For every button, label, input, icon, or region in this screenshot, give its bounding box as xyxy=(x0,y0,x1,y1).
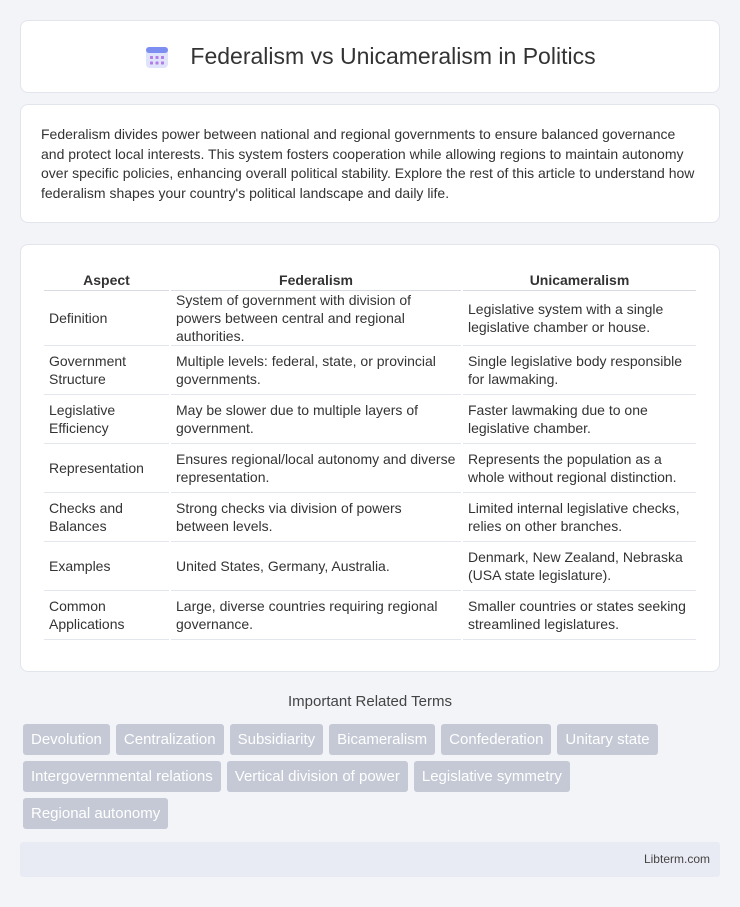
row-federalism: Large, diverse countries requiring regional governance. xyxy=(171,591,461,640)
tag-devolution[interactable]: Devolution xyxy=(23,724,110,755)
intro-card xyxy=(20,104,720,223)
header-card xyxy=(20,20,720,93)
table-row xyxy=(44,542,696,591)
row-aspect: Representation xyxy=(44,444,169,493)
footer-site-link[interactable]: Libterm.com xyxy=(643,852,710,866)
tag-intergovernmental-relations[interactable]: Intergovernmental relations xyxy=(23,761,221,792)
tag-legislative-symmetry[interactable]: Legislative symmetry xyxy=(414,761,570,792)
row-federalism: Strong checks via division of powers between levels. xyxy=(171,493,461,542)
table-row xyxy=(44,444,696,493)
row-aspect: Examples xyxy=(44,542,169,591)
row-aspect: Definition xyxy=(44,291,169,346)
row-unicameralism: Single legislative body responsible for lawmaking. xyxy=(463,346,696,395)
row-unicameralism: Denmark, New Zealand, Nebraska (USA state legislature). xyxy=(463,542,696,591)
intro-paragraph: Federalism divides power between national and regional governments to ensure balanced governance and protect local interests. This system fosters cooperation while allowing regions to maintain autonomy over specific policies, enhancing overall political stability. Explore the rest of this article to understand how federalism shapes your country's political landscape and daily life. xyxy=(41,126,695,201)
tag-vertical-division-of-power[interactable]: Vertical division of power xyxy=(227,761,408,792)
tag-subsidiarity[interactable]: Subsidiarity xyxy=(230,724,324,755)
column-header-federalism: Federalism xyxy=(171,265,461,291)
table-header-row xyxy=(44,265,696,291)
comparison-table-card xyxy=(20,244,720,672)
comparison-table xyxy=(42,265,698,640)
row-federalism: May be slower due to multiple layers of government. xyxy=(171,395,461,444)
row-unicameralism: Legislative system with a single legislative chamber or house. xyxy=(463,291,696,346)
tag-confederation[interactable]: Confederation xyxy=(441,724,551,755)
column-header-unicameralism: Unicameralism xyxy=(463,265,696,291)
tag-regional-autonomy[interactable]: Regional autonomy xyxy=(23,798,168,829)
row-unicameralism: Limited internal legislative checks, relies on other branches. xyxy=(463,493,696,542)
tag-bicameralism[interactable]: Bicameralism xyxy=(329,724,435,755)
tag-unitary-state[interactable]: Unitary state xyxy=(557,724,657,755)
table-row xyxy=(44,346,696,395)
calendar-grid-icon xyxy=(144,44,170,70)
row-unicameralism: Smaller countries or states seeking streamlined legislatures. xyxy=(463,591,696,640)
table-row xyxy=(44,291,696,346)
related-terms-title: Important Related Terms xyxy=(288,693,452,710)
row-federalism: United States, Germany, Australia. xyxy=(171,542,461,591)
table-row xyxy=(44,395,696,444)
row-federalism: Multiple levels: federal, state, or provincial governments. xyxy=(171,346,461,395)
table-row xyxy=(44,591,696,640)
row-aspect: Common Applications xyxy=(44,591,169,640)
row-aspect: Legislative Efficiency xyxy=(44,395,169,444)
page-title: Federalism vs Unicameralism in Politics xyxy=(190,43,596,69)
related-terms-tags xyxy=(23,724,713,835)
row-unicameralism: Represents the population as a whole without regional distinction. xyxy=(463,444,696,493)
row-federalism: System of government with division of powers between central and regional authorities. xyxy=(171,291,461,346)
column-header-aspect: Aspect xyxy=(44,265,169,291)
row-federalism: Ensures regional/local autonomy and diverse representation. xyxy=(171,444,461,493)
row-unicameralism: Faster lawmaking due to one legislative chamber. xyxy=(463,395,696,444)
table-row xyxy=(44,493,696,542)
row-aspect: Government Structure xyxy=(44,346,169,395)
footer xyxy=(20,842,720,877)
row-aspect: Checks and Balances xyxy=(44,493,169,542)
tag-centralization[interactable]: Centralization xyxy=(116,724,224,755)
